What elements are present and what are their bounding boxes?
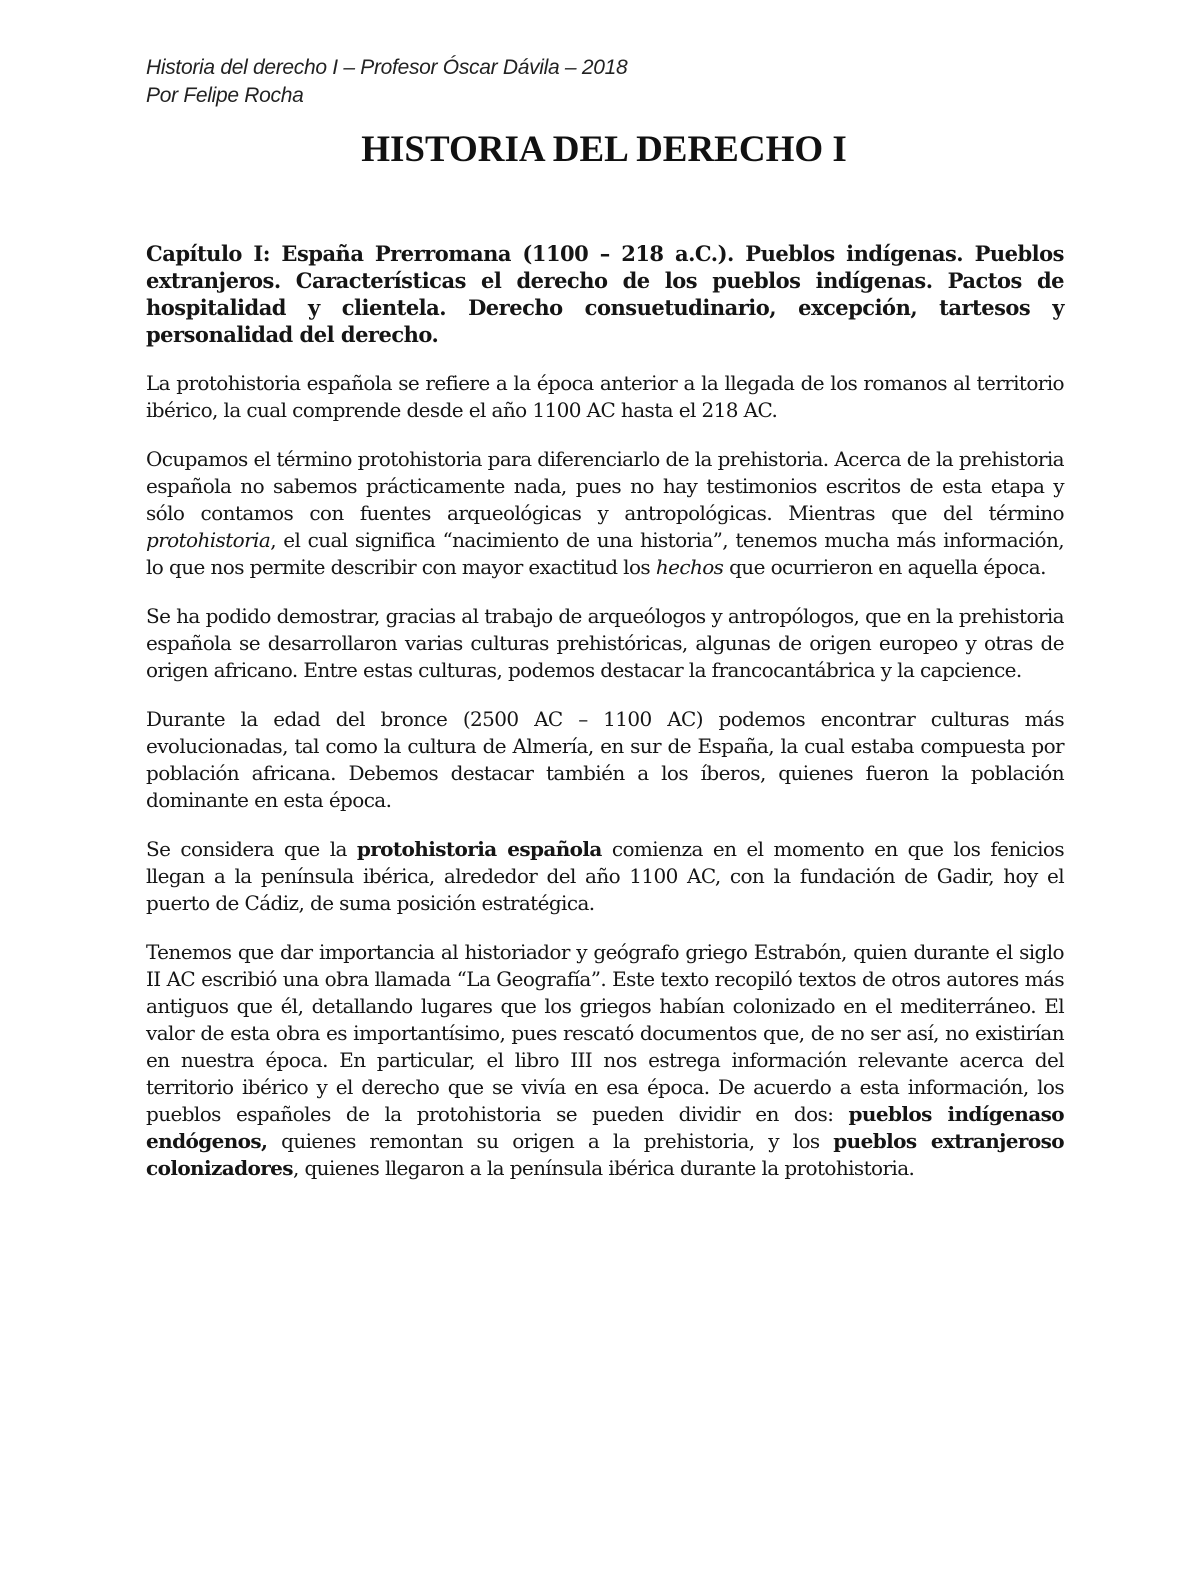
header-course-line: Historia del derecho I – Profesor Óscar Dávila – 2018 xyxy=(146,56,628,79)
paragraph-3: Se ha podido demostrar, gracias al trabajo de arqueólogos y antropólogos, que en la prehistoria española se desarrollaron varias culturas prehistóricas, algunas de origen europeo y otras de origen africano. Entre estas culturas, podemos destacar la francocantábrica y la capcience. xyxy=(146,604,1064,682)
paragraph-2-italic-hechos: hechos xyxy=(655,555,724,579)
paragraph-2-text-c: , el cual significa “nacimiento de una historia”, tenemos mucha más información, lo que nos permite describir con mayor exactitud los xyxy=(146,528,1064,579)
paragraph-6 xyxy=(146,939,1064,1182)
header-author-line: Por Felipe Rocha xyxy=(146,84,304,107)
paragraph-2-text-a: Ocupamos el término protohistoria para diferenciarlo de la prehistoria. Acerca de la prehistoria española no sabemos prácticamente nada, pues no hay testimonios escritos de esta etapa y sólo contamos con fuentes arqueológicas y antropológicas. Mientras que del término xyxy=(146,447,1064,525)
paragraph-5 xyxy=(146,836,1064,917)
paragraph-1: La protohistoria española se refiere a la época anterior a la llegada de los romanos al territorio ibérico, la cual comprende desde el año 1100 AC hasta el 218 AC. xyxy=(146,371,1064,422)
paragraph-6-text-e: , quienes llegaron a la península ibérica durante la protohistoria. xyxy=(292,1156,915,1180)
paragraph-2-italic-protohistoria: protohistoria xyxy=(146,528,271,552)
paragraph-4: Durante la edad del bronce (2500 AC – 1100 AC) podemos encontrar culturas más evolucionadas, tal como la cultura de Almería, en sur de España, la cual estaba compuesta por población africana. Debemos destacar también a los íberos, quienes fueron la población dominante en esta época. xyxy=(146,707,1064,812)
chapter-heading: Capítulo I: España Prerromana (1100 – 218 a.C.). Pueblos indígenas. Pueblos extranjeros. Características el derecho de los pueblos indígenas. Pactos de hospitalidad y clientela. Derecho consuetudinario, excepción, tartesos y personalidad del derecho. xyxy=(146,241,1064,347)
document-body xyxy=(146,240,1064,1204)
running-header xyxy=(146,54,627,110)
paragraph-5-text-a: Se considera que la xyxy=(146,837,357,861)
paragraph-2-text-e: que ocurrieron en aquella época. xyxy=(723,555,1046,579)
paragraph-5-text-c: comienza en el momento en que los fenicios llegan a la península ibérica, alrededor del año 1100 AC, con la fundación de Gadir, hoy el puerto de Cádiz, de suma posición estratégica. xyxy=(146,837,1064,915)
paragraph-6-bold-indigenous: pueblos indígenaso endógenos, xyxy=(146,1102,1064,1153)
paragraph-2 xyxy=(146,446,1064,581)
paragraph-6-text-a: Tenemos que dar importancia al historiador y geógrafo griego Estrabón, quien durante el siglo II AC escribió una obra llamada “La Geografía”. Este texto recopiló textos de otros autores más antiguos que él, detallando lugares que los griegos habían colonizado en el mediterráneo. El valor de esta obra es importantísimo, pues rescató documentos que, de no ser así, no existirían en nuestra época. En particular, el libro III nos estrega información relevante acerca del territorio ibérico y el derecho que se vivía en esa época. De acuerdo a esta información, los pueblos españoles de la protohistoria se pueden dividir en dos: xyxy=(146,940,1064,1126)
paragraph-6-text-c: quienes remontan su origen a la prehistoria, y los xyxy=(267,1129,834,1153)
document-title: HISTORIA DEL DERECHO I xyxy=(361,129,847,170)
paragraph-6-bold-foreign: pueblos extranjeroso colonizadores xyxy=(146,1129,1065,1180)
paragraph-5-bold-term: protohistoria española xyxy=(356,837,602,861)
